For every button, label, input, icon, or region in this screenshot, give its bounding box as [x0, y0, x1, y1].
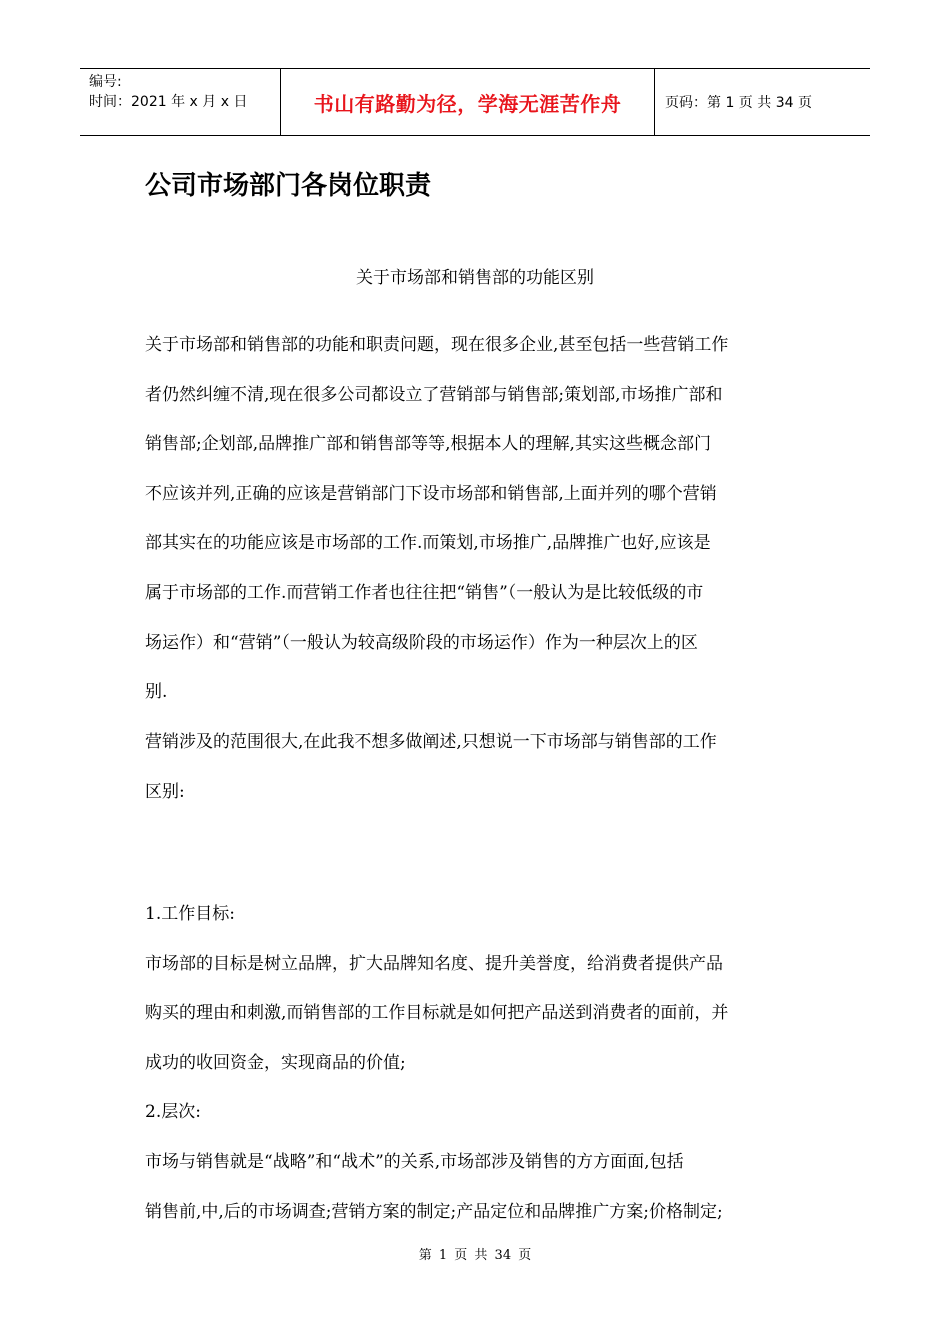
- document-date-label: 时间：2021 年 x 月 x 日: [89, 94, 248, 110]
- paragraph-differences: [145, 890, 815, 1237]
- document-title: 公司市场部门各岗位职责: [145, 171, 432, 201]
- text-line: 销售部;企划部,品牌推广部和销售部等等,根据本人的理解,其实这些概念部门: [145, 434, 711, 455]
- text-line: 营销涉及的范围很大,在此我不想多做阐述,只想说一下市场部与销售部的工作: [145, 732, 717, 752]
- page-footer: 第 1 页 共 34 页: [418, 1248, 532, 1263]
- text-line: 市场部的目标是树立品牌，扩大品牌知名度、提升美誉度，给消费者提供产品: [145, 953, 723, 974]
- document-subtitle: 关于市场部和销售部的功能区别: [356, 268, 594, 288]
- text-line: 区别:: [145, 781, 185, 802]
- text-line: 关于市场部和销售部的功能和职责问题，现在很多企业,甚至包括一些营销工作: [145, 335, 729, 355]
- text-line: 者仍然纠缠不清,现在很多公司都设立了营销部与销售部;策划部,市场推广部和: [145, 384, 723, 405]
- text-line: 属于市场部的工作.而营销工作者也往往把“销售”（一般认为是比较低级的市: [145, 582, 704, 603]
- header-page-label: 页码：第 1 页 共 34 页: [665, 95, 812, 111]
- paragraph-intro: [145, 321, 815, 718]
- document-number-label: 编号:: [89, 74, 122, 90]
- text-line: 不应该并列,正确的应该是营销部门下设市场部和销售部,上面并列的哪个营销: [145, 483, 717, 504]
- paragraph-scope: [145, 718, 815, 817]
- header-info-cell: [80, 69, 281, 135]
- text-line: 销售前,中,后的市场调查;营销方案的制定;产品定位和品牌推广方案;价格制定;: [145, 1201, 723, 1222]
- text-line: 市场与销售就是“战略”和“战术”的关系,市场部涉及销售的方方面面,包括: [145, 1151, 684, 1172]
- text-line: 场运作）和“营销”（一般认为较高级阶段的市场运作）作为一种层次上的区: [145, 632, 698, 653]
- section-heading-levels: 2.层次:: [145, 1102, 201, 1123]
- text-line: 部其实在的功能应该是市场部的工作.而策划,市场推广,品牌推广也好,应该是: [145, 533, 711, 554]
- text-line: 购买的理由和刺激,而销售部的工作目标就是如何把产品送到消费者的面前，并: [145, 1003, 729, 1024]
- text-line: 别.: [145, 682, 168, 703]
- header-motto: 书山有路勤为径，学海无涯苦作舟: [281, 69, 655, 135]
- text-line: 成功的收回资金，实现商品的价值;: [145, 1052, 406, 1073]
- section-heading-goals: 1.工作目标:: [145, 904, 235, 924]
- header-table: [80, 68, 870, 136]
